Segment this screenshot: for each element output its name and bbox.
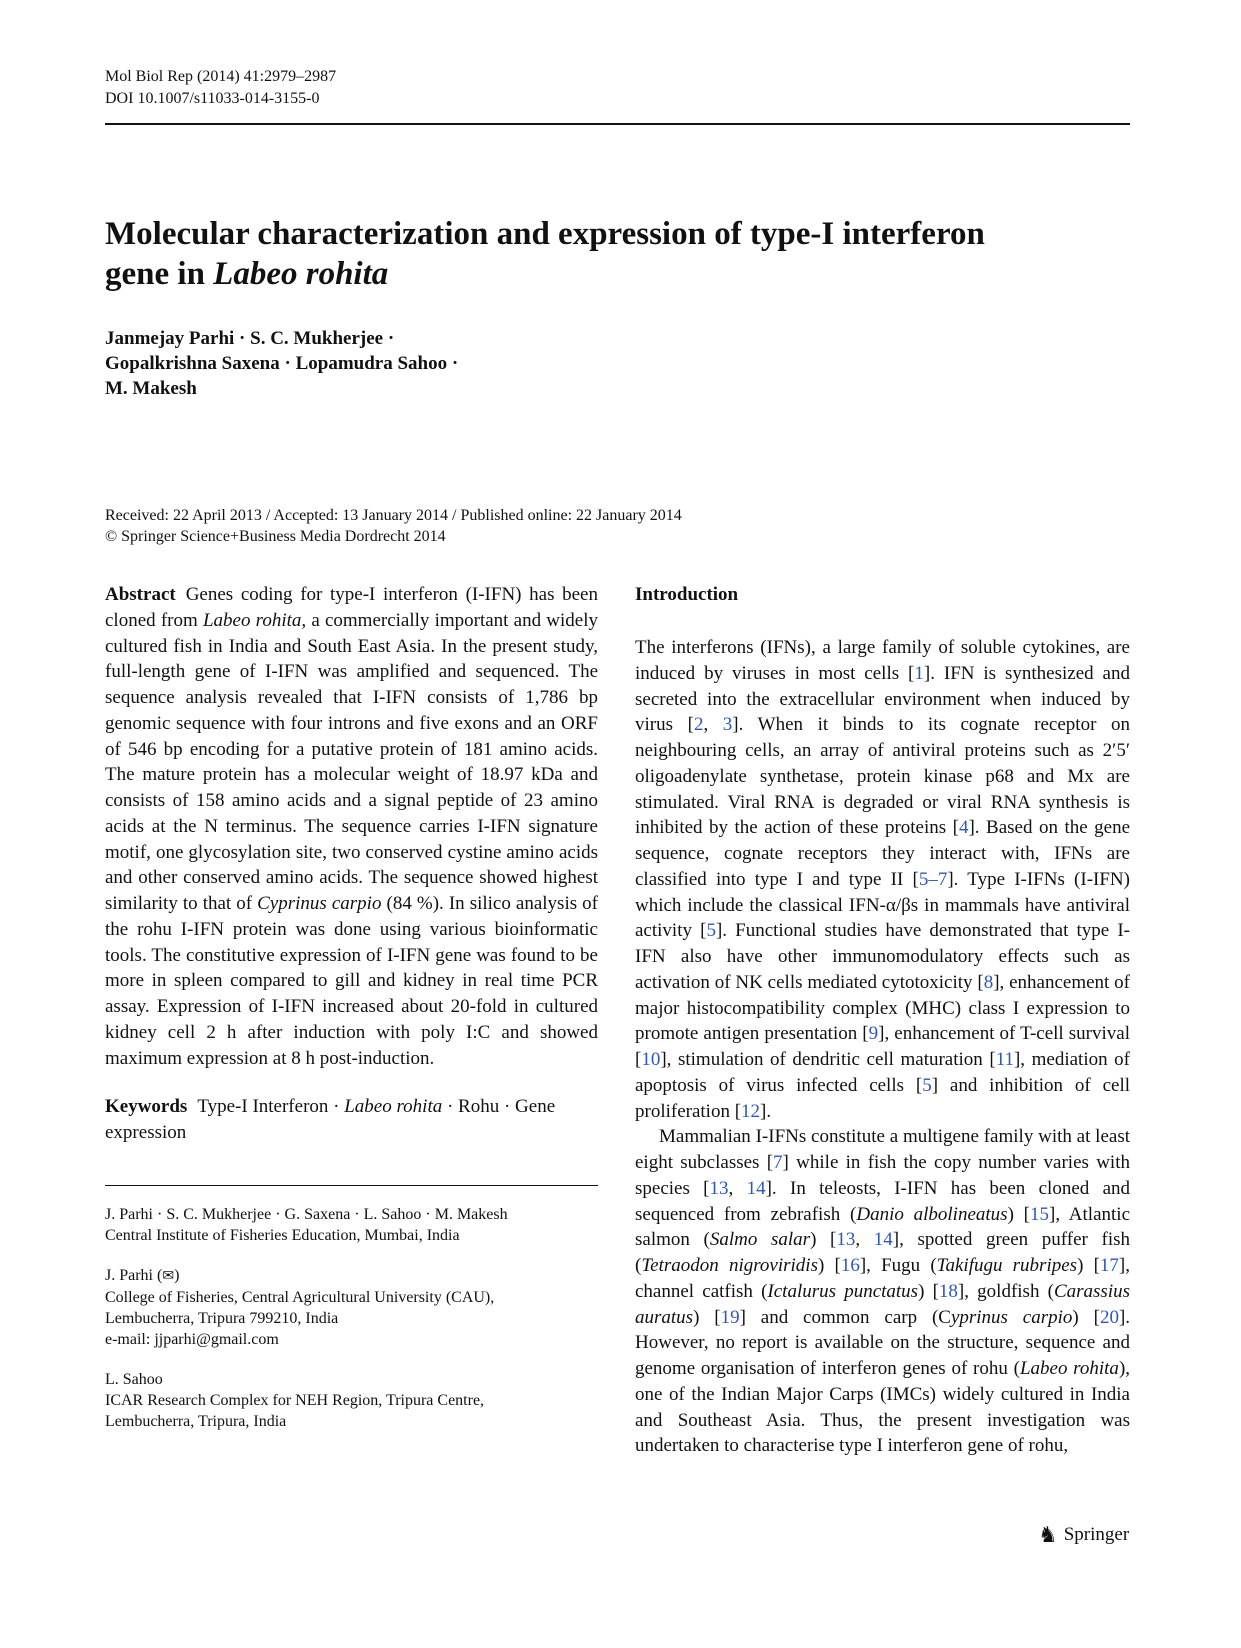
citation-link[interactable]: 18 <box>938 1280 958 1302</box>
citation-link[interactable]: 5 <box>706 920 716 942</box>
citation-link[interactable]: 5–7 <box>918 868 948 890</box>
citation-link[interactable]: 14 <box>746 1177 766 1199</box>
authors-line-2: Gopalkrishna Saxena · Lopamudra Sahoo · <box>105 353 459 374</box>
introduction-paragraph-1: The interferons (IFNs), a large family of soluble cytokines, are induced by viruses in most cells [1]. IFN is synthesized and secreted into the extracellular environment when induced by virus [2, 3]. When it binds to its cognate receptor on neighbouring cells, an array of antiviral proteins such as 2′5′ oligoadenylate synthetase, protein kinase p68 and Mx are stimulated. Viral RNA is degraded or viral RNA synthesis is inhibited by the action of these proteins [4]. Based on the gene sequence, cognate receptors they interact with, IFNs are classified into type I and type II [5–7]. Type I-IFNs (I-IFN) which include the classical IFN-α/βs in mammals have antiviral activity [5]. Functional studies have demonstrated that type I-IFN also have other immunomodulatory effects such as activation of NK cells mediated cytotoxicity [8], enhancement of major histocompatibility complex (MHC) class I expression to promote antigen presentation [9], enhancement of T-cell survival [10], stimulation of dendritic cell maturation [11], mediation of apoptosis of virus infected cells [5] and inhibition of cell proliferation [12]. <box>635 637 1131 1122</box>
citation-link[interactable]: 13 <box>836 1229 856 1251</box>
sahoo-name: L. Sahoo <box>105 1370 163 1388</box>
abstract: Abstract Genes coding for type-I interferon (I-IFN) has been cloned from Labeo rohita, a commercially important and widely cultured fish in India and South East Asia. In the present study, full-length gene of I-IFN was amplified and sequenced. The sequence analysis revealed that I-IFN consists of 1,786 bp genomic sequence with four introns and five exons and an ORF of 546 bp encoding for a putative protein of 181 amino acids. The mature protein has a molecular weight of 18.97 kDa and consists of 158 amino acids and a signal peptide of 23 amino acids at the N terminus. The sequence carries I-IFN signature motif, one glycosylation site, two conserved cystine amino acids and other conserved amino acids. The sequence showed highest similarity to that of Cyprinus carpio (84 %). In silico analysis of the rohu I-IFN protein was done using various bioinformatic tools. The constitutive expression of I-IFN gene was found to be more in spleen compared to gill and kidney in real time PCR assay. Expression of I-IFN increased about 20-fold in cultured kidney cell 2 h after induction with poly I:C and showed maximum expression at 8 h post-induction. <box>105 584 598 1069</box>
corresponding-author <box>105 1265 598 1350</box>
copyright-notice: © Springer Science+Business Media Dordrecht 2014 <box>105 528 446 545</box>
author-list <box>105 326 458 401</box>
species-name: Carassius auratus <box>635 1280 1130 1328</box>
citation-link[interactable]: 11 <box>995 1049 1014 1070</box>
sahoo-address-2: Lembucherra, Tripura, India <box>105 1412 287 1430</box>
title-species: Labeo rohita <box>213 256 389 292</box>
corresponding-address-2: Lembucherra, Tripura 799210, India <box>105 1309 339 1327</box>
journal-reference <box>105 66 336 110</box>
publisher-logo <box>1038 1522 1129 1548</box>
springer-horse-icon: ♞ <box>1038 1522 1058 1547</box>
citation-link[interactable]: 13 <box>709 1177 729 1199</box>
citation-link[interactable]: 20 <box>1099 1306 1119 1328</box>
introduction-paragraph-2: Mammalian I-IFNs constitute a multigene family with at least eight subclasses [7] while in fish the copy number varies with species [13, 14]. In teleosts, I-IFN has been cloned and sequenced from zebrafish (Danio albolineatus) [15], Atlantic salmon (Salmo salar) [13, 14], spotted green puffer fish (Tetraodon nigroviridis) [16], Fugu (Takifugu rubripes) [17], channel catfish (Ictalurus punctatus) [18], goldfish (Carassius auratus) [19] and common carp (Cyprinus carpio) [20]. However, no report is available on the structure, sequence and genome organisation of interferon genes of rohu (Labeo rohita), one of the Indian Major Carps (IMCs) widely cultured in India and Southeast Asia. Thus, the present investigation was undertaken to characterise type I interferon gene of rohu, <box>635 1126 1131 1457</box>
envelope-icon: ✉ <box>162 1268 175 1284</box>
citation-link[interactable]: 3 <box>722 714 733 736</box>
citation-link[interactable]: 8 <box>983 971 994 993</box>
species-name: Labeo rohita <box>1019 1358 1119 1379</box>
citation-link[interactable]: 15 <box>1030 1203 1049 1225</box>
species-name: Cyprinus carpio <box>257 893 382 914</box>
citation-link[interactable]: 12 <box>741 1100 761 1122</box>
keywords: Keywords Type-I Interferon · Labeo rohita · Rohu · Gene expression <box>105 1096 556 1143</box>
citation-link[interactable]: 5 <box>922 1074 932 1096</box>
keywords-heading: Keywords <box>105 1096 188 1118</box>
citation-link[interactable]: 14 <box>873 1229 893 1251</box>
species-name: Danio albolineatus <box>856 1203 1008 1225</box>
citation-link[interactable]: 10 <box>641 1049 661 1070</box>
abstract-heading: Abstract <box>105 584 176 605</box>
species-name: Salmo salar <box>709 1229 811 1251</box>
affiliation-authors: J. Parhi · S. C. Mukherjee · G. Saxena · L. Sahoo · M. Makesh <box>105 1205 508 1223</box>
history-dates: Received: 22 April 2013 / Accepted: 13 January 2014 / Published online: 22 January 2014 <box>105 507 682 524</box>
authors-line-3: M. Makesh <box>105 378 197 399</box>
species-name: Labeo rohita, <box>202 609 307 631</box>
citation-link[interactable]: 7 <box>773 1152 783 1173</box>
corresponding-name: J. Parhi (✉) <box>105 1266 180 1284</box>
citation-link[interactable]: 19 <box>720 1306 740 1328</box>
species-name: yprinus carpio <box>950 1306 1073 1328</box>
right-column <box>635 582 1130 1459</box>
species-name: Tetraodon nigroviridis <box>641 1255 818 1276</box>
footnote-rule <box>105 1185 598 1186</box>
citation-link[interactable]: 2 <box>693 714 704 736</box>
citation-link[interactable]: 4 <box>958 817 969 839</box>
citation-link[interactable]: 9 <box>868 1023 879 1045</box>
affiliation-main <box>105 1204 598 1246</box>
corresponding-email[interactable]: e-mail: jjparhi@gmail.com <box>105 1330 279 1348</box>
citation-link[interactable]: 16 <box>840 1255 860 1276</box>
doi: DOI 10.1007/s11033-014-3155-0 <box>105 90 320 107</box>
species-name: Takifugu rubripes <box>936 1255 1078 1276</box>
corresponding-address-1: College of Fisheries, Central Agricultural University (CAU), <box>105 1288 495 1306</box>
sahoo-address-1: ICAR Research Complex for NEH Region, Tripura Centre, <box>105 1391 485 1409</box>
keyword-species: Labeo rohita <box>344 1096 443 1118</box>
title-line-1: Molecular characterization and expression of type-I interferon <box>105 216 985 252</box>
publisher-name: Springer <box>1063 1524 1130 1545</box>
citation-link[interactable]: 17 <box>1099 1255 1119 1276</box>
citation-link[interactable]: 1 <box>914 662 924 684</box>
affiliation-sahoo <box>105 1369 598 1432</box>
title-line-2-text: gene in <box>105 256 214 292</box>
authors-line-1: Janmejay Parhi · S. C. Mukherjee · <box>105 328 395 349</box>
title-line-2 <box>105 254 1130 294</box>
publication-dates <box>105 505 682 547</box>
affiliation-institute: Central Institute of Fisheries Education, Mumbai, India <box>105 1226 460 1244</box>
header-rule <box>105 123 1130 125</box>
article-title <box>105 214 1130 294</box>
left-column <box>105 582 598 1432</box>
introduction-heading: Introduction <box>635 584 739 605</box>
journal-citation: Mol Biol Rep (2014) 41:2979–2987 <box>105 68 337 85</box>
species-name: Ictalurus punctatus <box>767 1280 919 1302</box>
